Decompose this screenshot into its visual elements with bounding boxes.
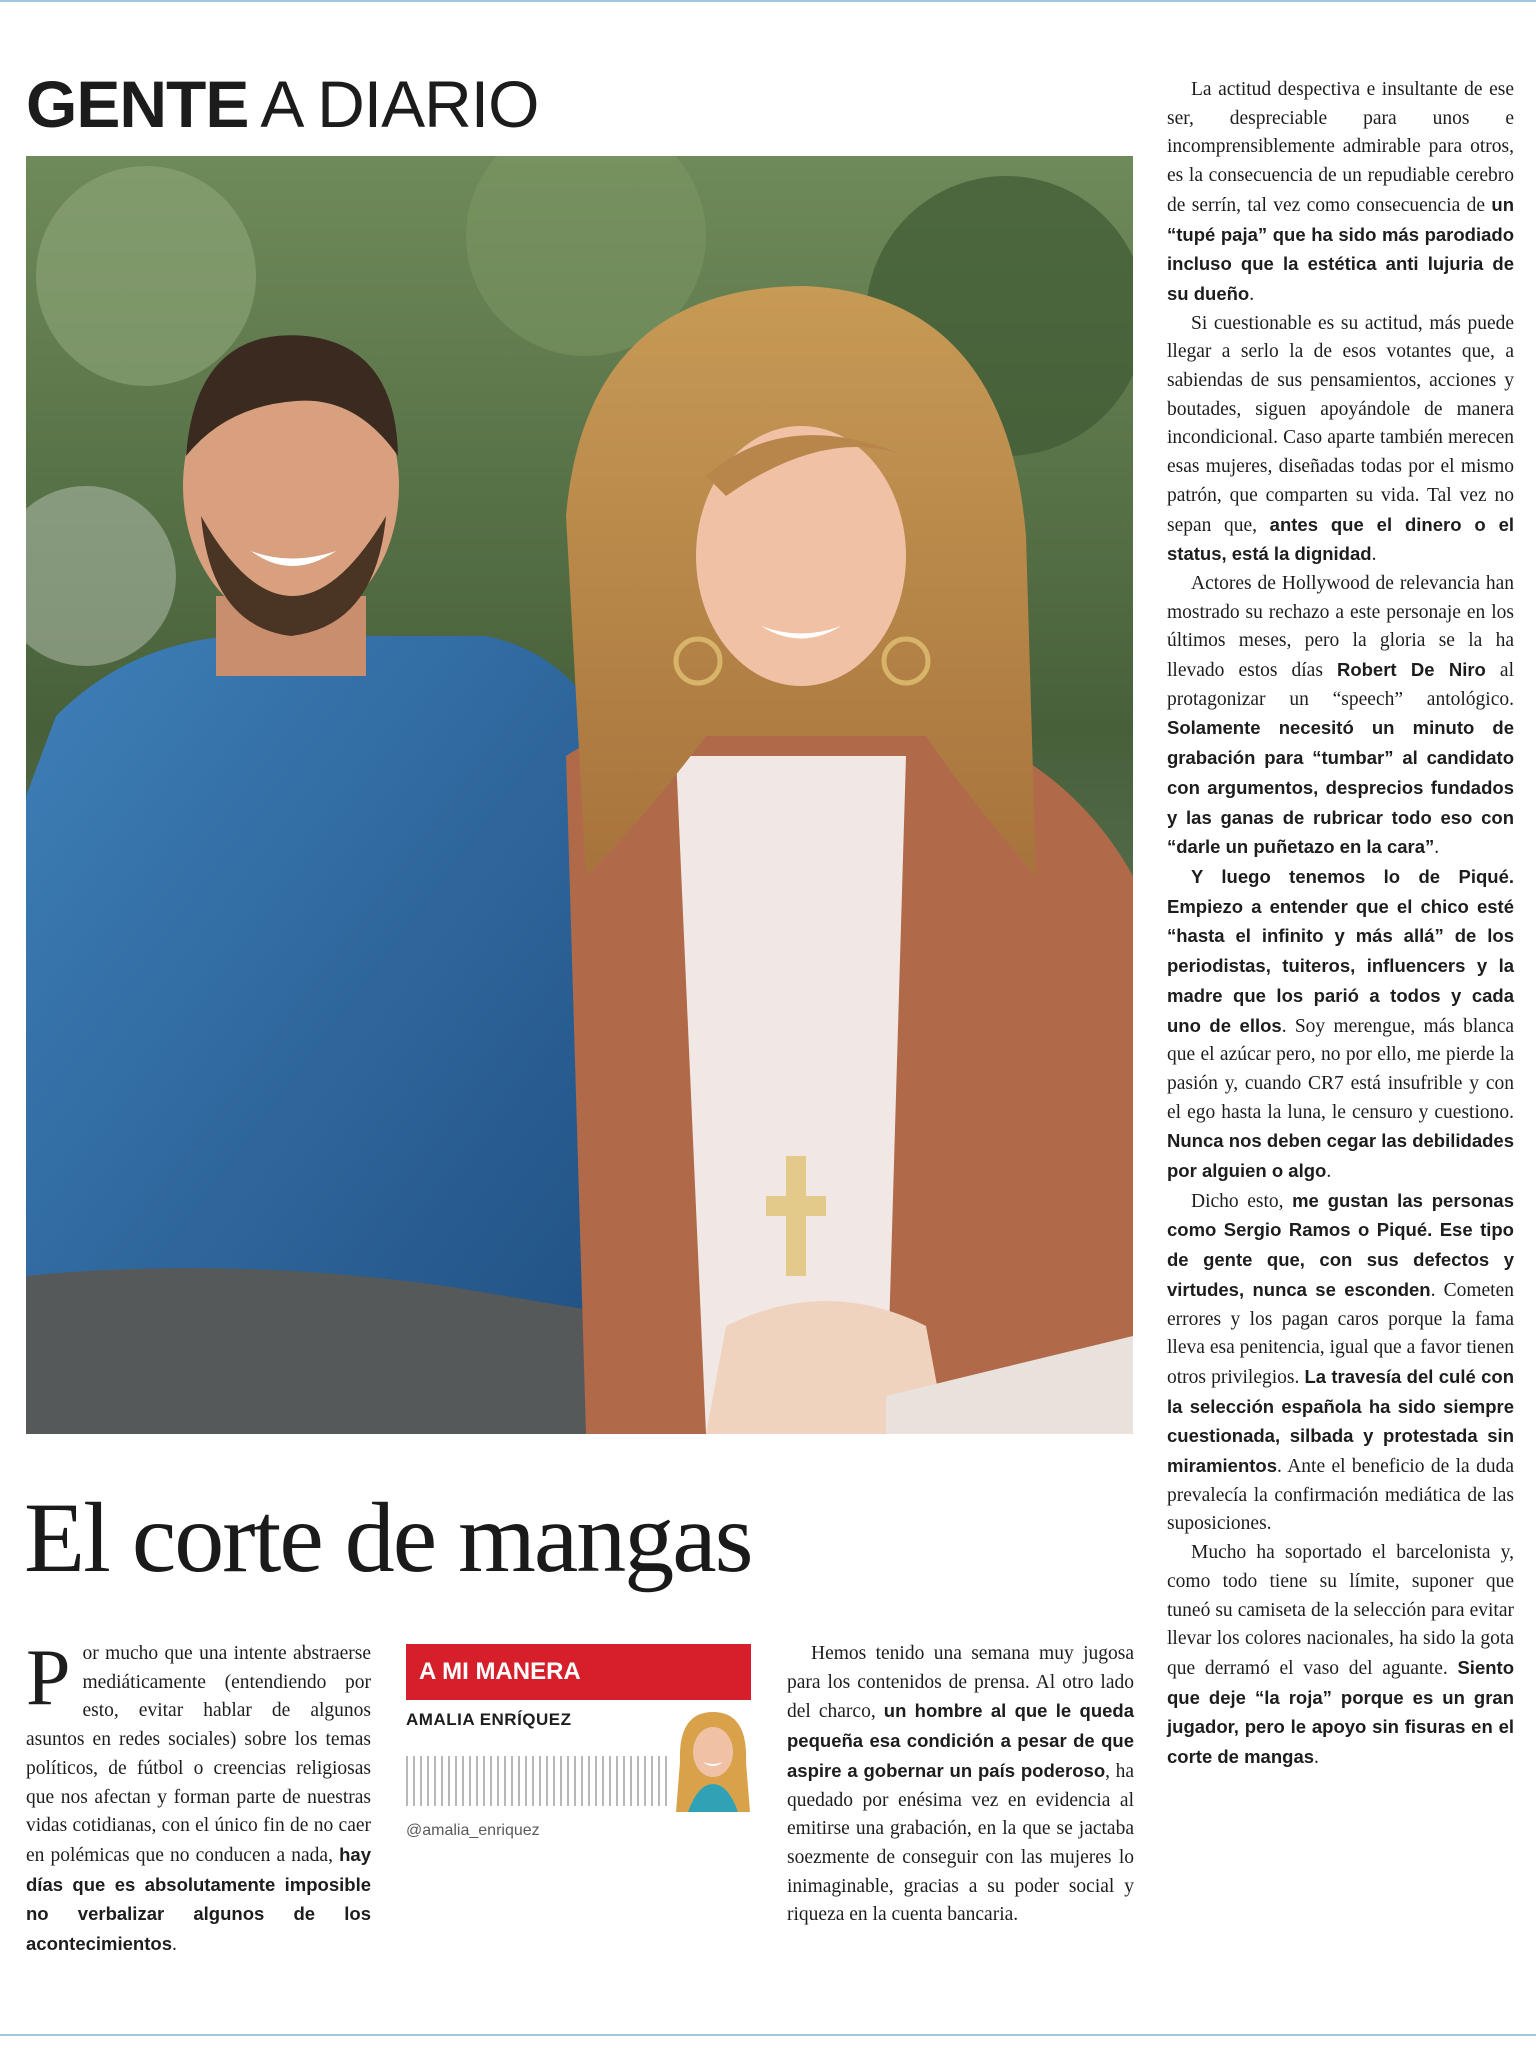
bold-run: Robert De Niro bbox=[1336, 659, 1486, 681]
text-run: . Soy merengue, más blanca que el azúcar pero, no por ello, me pierde la pasión y, cuando CR7 está insufrible y con el ego hasta la luna, le censuro y cuestiono. bbox=[1167, 1015, 1514, 1123]
photo-illustration bbox=[26, 156, 1133, 1434]
section-title-light: A DIARIO bbox=[260, 67, 539, 141]
text-run: . bbox=[1326, 1161, 1332, 1183]
bold-run: Y luego tenemos lo de Piqué. Empiezo a entender que el chico esté “hasta el infinito y más allá” de los periodistas, tuiteros, influencers y la madre que los parió a todos y cada uno de ellos bbox=[1167, 865, 1514, 1036]
column-3-paragraph bbox=[787, 1640, 1134, 1930]
top-rule bbox=[0, 0, 1536, 2]
text-run: Dicho esto, bbox=[1191, 1190, 1293, 1212]
article-column-1 bbox=[26, 1634, 371, 1960]
text-run: . bbox=[1249, 283, 1255, 305]
paragraph-6 bbox=[1167, 1539, 1514, 1773]
article-column-right bbox=[1167, 76, 1514, 1773]
bold-run: un “tupé paja” que ha sido más parodiado incluso que la estética anti lujuria de su dueño bbox=[1167, 193, 1514, 304]
text-run: . bbox=[172, 1934, 177, 1956]
paragraph-4 bbox=[1167, 863, 1514, 1187]
column-author: AMALIA ENRÍQUEZ bbox=[406, 1710, 572, 1729]
main-photo bbox=[26, 156, 1133, 1434]
bold-run: hay días que es absolutamente imposible no verbalizar algunos de los acontecimientos bbox=[26, 1843, 371, 1955]
bold-run: antes que el dinero o el status, está la dignidad bbox=[1167, 513, 1514, 565]
bold-run: La travesía del culé con la selección española ha sido siempre cuestionada, silbada y protestada sin miramientos bbox=[1167, 1365, 1514, 1477]
text-run: . bbox=[1434, 837, 1440, 859]
bold-run: Solamente necesitó un minuto de grabación para “tumbar” al candidato con argumentos, desprecios fundados y las ganas de rubricar todo eso con “darle un puñetazo en la cara” bbox=[1167, 717, 1514, 858]
text-run: Actores de Hollywood de relevancia han mostrado su rechazo a este personaje en los últimos meses, pero la gloria se la ha llevado estos días bbox=[1167, 572, 1514, 682]
text-run: Mucho ha soportado el barcelonista y, como todo tiene su límite, suponer que tuneó su camiseta de la selección para evitar llevar los colores nacionales, ha sido la gota que derramó el vaso del aguante. bbox=[1167, 1542, 1514, 1679]
column-1-paragraph bbox=[26, 1634, 371, 1960]
text-run: . bbox=[1314, 1747, 1319, 1769]
bottom-rule bbox=[0, 2034, 1536, 2036]
author-avatar bbox=[668, 1702, 758, 1812]
headline: El corte de mangas bbox=[24, 1482, 752, 1593]
text-run: Hemos tenido una semana muy jugosa para los contenidos de prensa. Al otro lado del charco, bbox=[787, 1643, 1134, 1723]
bold-run: un hombre al que le queda pequeña esa condición a pesar de que aspire a gobernar un país poderoso bbox=[787, 1700, 1134, 1781]
text-run: or mucho que una intente abstraerse mediáticamente (entendiendo por esto, evitar hablar de algunos asuntos en redes sociales) sobre los temas políticos, de fútbol o creencias religiosas que nos afectan y forman parte de nuestras vidas cotidianas, con el único fin de no caer en polémicas que no conducen a nada, bbox=[26, 1643, 371, 1866]
bold-run: Nunca nos deben cegar las debilidades por alguien o algo bbox=[1167, 1130, 1514, 1182]
article-column-3 bbox=[787, 1640, 1134, 1930]
section-title bbox=[26, 64, 538, 144]
text-run: Si cuestionable es su actitud, más puede llegar a serlo la de esos votantes que, a sabiendas de sus pensamientos, acciones y boutades, siguen apoyándole de manera incondicional. Caso aparte también merecen esas mujeres, diseñadas todas por el mismo patrón, que comparten su vida. Tal vez no sepan que, bbox=[1167, 312, 1514, 536]
text-run: , ha quedado por enésima vez en evidencia al emitirse una grabación, en la que se jactaba soezmente de conseguir con las mujeres lo inimaginable, gracias a su poder social y riqueza en la cuenta bancaria. bbox=[787, 1760, 1135, 1926]
bold-run: me gustan las personas como Sergio Ramos o Piqué. Ese tipo de gente que, con sus defectos y virtudes, nunca se esconden bbox=[1167, 1189, 1514, 1300]
section-title-strong: GENTE bbox=[26, 67, 249, 141]
column-signature bbox=[406, 1644, 751, 1839]
column-label: A MI MANERA bbox=[419, 1658, 581, 1685]
paragraph-1 bbox=[1167, 76, 1514, 310]
text-run: al protagonizar un “speech” antológico. bbox=[1167, 660, 1514, 710]
text-run: . Ante el beneficio de la duda prevalecía la confirmación mediática de las suposiciones. bbox=[1167, 1456, 1514, 1535]
column-label-bar bbox=[406, 1644, 751, 1700]
paragraph-2 bbox=[1167, 310, 1514, 570]
decorative-hatch bbox=[406, 1756, 668, 1806]
text-run: . Cometen errores y los pagan caros porque la fama lleva esa penitencia, igual que a favor tienen otros privilegios. bbox=[1167, 1279, 1514, 1388]
bold-run: Siento que deje “la roja” porque es un gran jugador, pero le apoyo sin fisuras en el corte de mangas bbox=[1167, 1656, 1514, 1768]
text-run: . bbox=[1371, 544, 1377, 566]
paragraph-5 bbox=[1167, 1187, 1514, 1539]
author-handle: @amalia_enriquez bbox=[406, 1822, 540, 1839]
drop-cap: P bbox=[26, 1634, 71, 1722]
paragraph-3 bbox=[1167, 570, 1514, 863]
text-run: La actitud despectiva e insultante de ese ser, despreciable para unos e incomprensiblemente admirable para otros, es la consecuencia de un repudiable cerebro de serrín, tal vez como consecuencia de bbox=[1167, 79, 1514, 216]
